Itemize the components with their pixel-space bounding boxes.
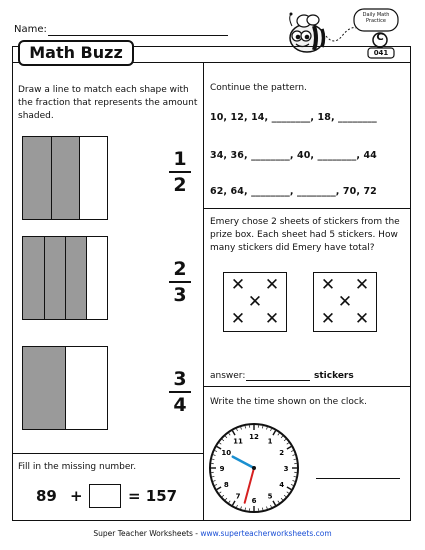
clock-number: 7	[235, 492, 241, 501]
answer-label: answer:	[210, 371, 246, 381]
sticker-x-icon: ✕	[230, 309, 246, 329]
sticker-x-icon: ✕	[320, 309, 336, 329]
shape-part-shaded	[51, 137, 79, 219]
page-title: Math Buzz	[18, 40, 134, 66]
sticker-x-icon: ✕	[247, 292, 263, 312]
clock-number: 12	[249, 433, 259, 441]
missing-number-instruction: Fill in the missing number.	[18, 462, 137, 472]
sticker-x-icon: ✕	[354, 275, 370, 295]
answer-line[interactable]	[246, 380, 310, 381]
badge-title: Daily Math Practice	[362, 12, 390, 24]
name-line[interactable]	[48, 35, 228, 36]
shape-part-shaded	[23, 347, 65, 429]
fraction-one-half[interactable]	[169, 148, 191, 196]
fractions-instruction: Draw a line to match each shape with the fraction that represents the amount shaded.	[18, 85, 198, 121]
equation-left: 89	[36, 487, 57, 505]
clock-number: 10	[221, 449, 232, 457]
clock-center	[252, 466, 256, 470]
shape-part-shaded	[23, 237, 44, 319]
fraction-denominator: 2	[173, 174, 187, 196]
clock-number: 9	[219, 465, 225, 473]
pattern-row-3[interactable]: 62, 64, ________, ________, 70, 72	[210, 186, 377, 197]
clock-number: 6	[251, 497, 257, 505]
pattern-row-1[interactable]: 10, 12, 14, ________, 18, ________	[210, 112, 377, 123]
clock-number: 4	[279, 481, 285, 489]
fraction-numerator: 3	[173, 368, 187, 390]
clock-number: 3	[283, 465, 289, 473]
clock-number: 8	[223, 481, 229, 489]
shape-part-shaded	[44, 237, 65, 319]
footer-link[interactable]: www.superteacherworksheets.com	[200, 529, 332, 538]
shape-part-empty	[79, 137, 107, 219]
fraction-bar	[169, 281, 191, 283]
clock-instruction: Write the time shown on the clock.	[210, 397, 367, 407]
clock-number: 11	[233, 437, 243, 446]
shape-halves[interactable]	[22, 346, 108, 430]
clock-face	[206, 420, 302, 516]
divider-pattern-stickers	[203, 208, 411, 209]
fraction-bar	[169, 171, 191, 173]
time-answer-line[interactable]	[316, 478, 400, 479]
clock-number: 2	[279, 449, 285, 457]
fraction-numerator: 1	[173, 148, 187, 170]
shape-part-shaded	[65, 237, 86, 319]
pattern-instruction: Continue the pattern.	[210, 83, 307, 93]
clock-number: 1	[267, 437, 273, 446]
fraction-two-thirds[interactable]	[169, 258, 191, 306]
footer-text: Super Teacher Worksheets -	[93, 529, 201, 538]
sticker-x-icon: ✕	[264, 275, 280, 295]
sticker-x-icon: ✕	[337, 292, 353, 312]
answer-unit: stickers	[314, 371, 354, 381]
missing-number-box[interactable]	[89, 484, 121, 508]
stickers-question: Emery chose 2 sheets of stickers from the prize box. Each sheet had 5 stickers. How many stickers did Emery have total?	[210, 217, 400, 253]
sticker-x-icon: ✕	[264, 309, 280, 329]
shape-quarters[interactable]	[22, 236, 108, 320]
fraction-denominator: 4	[173, 394, 187, 416]
divider-fractions-missing	[12, 453, 203, 454]
column-divider	[203, 62, 204, 521]
shape-thirds[interactable]	[22, 136, 108, 220]
badge-letter: C	[376, 32, 384, 43]
clock-number: 5	[267, 492, 273, 501]
equation-right: = 157	[128, 487, 178, 505]
sticker-sheet-1	[223, 272, 287, 332]
pattern-row-2[interactable]: 34, 36, ________, 40, ________, 44	[210, 150, 377, 161]
equation-plus: +	[70, 487, 83, 505]
divider-stickers-clock	[203, 386, 411, 387]
sticker-x-icon: ✕	[354, 309, 370, 329]
fraction-bar	[169, 391, 191, 393]
fraction-numerator: 2	[173, 258, 187, 280]
fraction-denominator: 3	[173, 284, 187, 306]
sticker-x-icon: ✕	[320, 275, 336, 295]
shape-part-shaded	[23, 137, 51, 219]
badge-number: 041	[373, 49, 389, 57]
name-label: Name:	[14, 24, 47, 35]
fraction-three-fourths[interactable]	[169, 368, 191, 416]
sticker-sheet-2	[313, 272, 377, 332]
shape-part-empty	[65, 347, 107, 429]
sticker-x-icon: ✕	[230, 275, 246, 295]
footer	[0, 529, 425, 538]
shape-part-empty	[86, 237, 107, 319]
